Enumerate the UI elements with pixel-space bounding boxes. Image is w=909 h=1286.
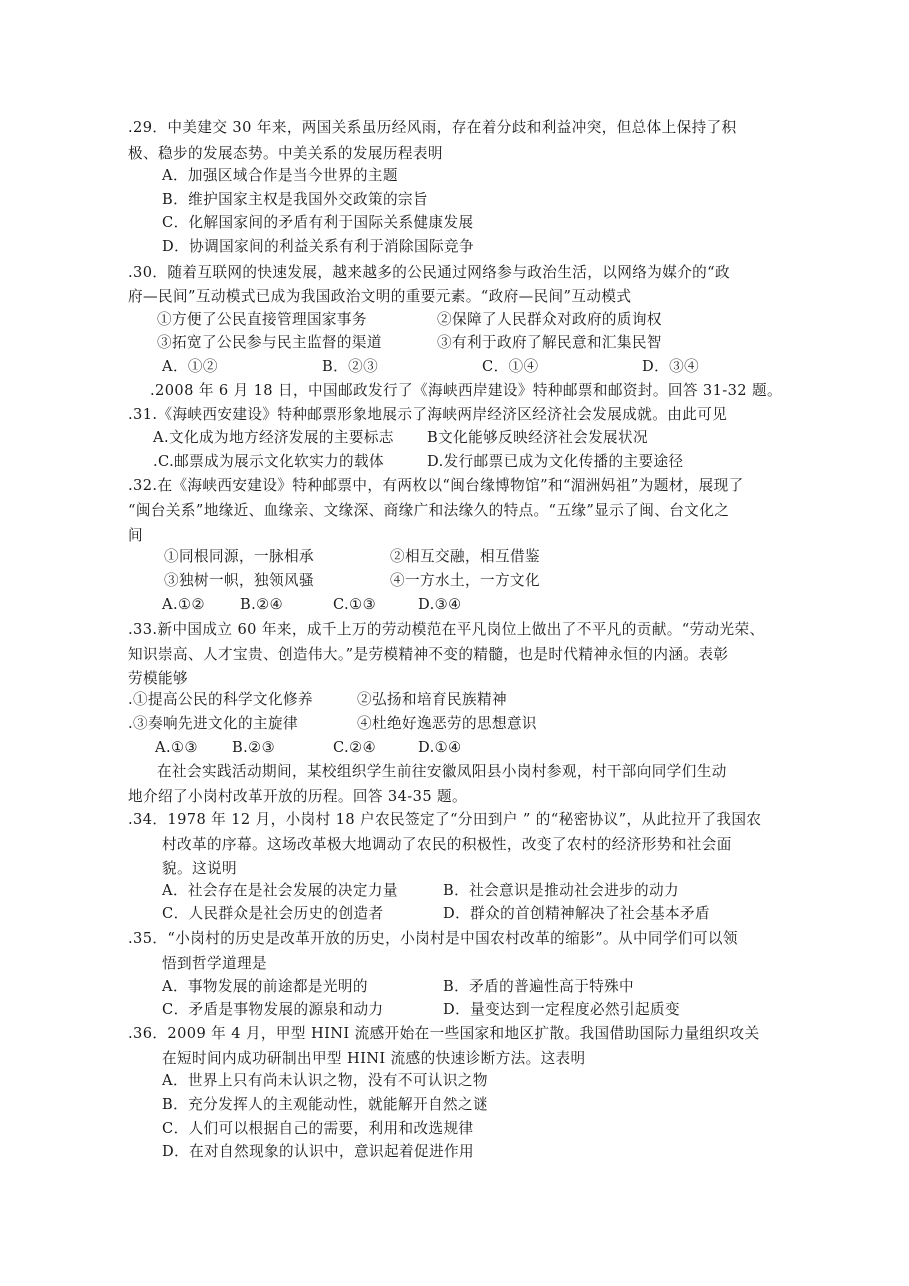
- q32-item-1: ①同根同源，一脉相承: [164, 548, 314, 565]
- intro-34-35-line-2: 地介绍了小岗村改革开放的历程。回答 34-35 题。: [128, 788, 468, 805]
- q29-option-d: D．协调国家间的利益关系有利于消除国际竞争: [162, 238, 474, 255]
- q32-stem-line-1: .32.在《海峡西安建设》特种邮票中，有两枚以“闽台缘博物馆”和“湄洲妈祖”为题材，展现了: [128, 477, 744, 494]
- q33-option-a: A.①③: [155, 739, 198, 756]
- intro-34-35-line-1: 在社会实践活动期间，某校组织学生前往安徽凤阳县小岗村参观，村干部向同学们生动: [157, 763, 727, 780]
- q30-item-2: ②保障了人民群众对政府的质询权: [437, 311, 662, 328]
- q33-stem-line-3: 劳模能够: [128, 670, 188, 687]
- q36-option-c: C．人们可以根据自己的需要，利用和改选规律: [162, 1120, 474, 1137]
- q35-option-a: A．事物发展的前途都是光明的: [162, 978, 368, 995]
- q34-stem-line-2: 村改革的序幕。这场改革极大地调动了农民的积极性，改变了农村的经济形势和社会面: [162, 836, 732, 853]
- q30-item-1: ①方便了公民直接管理国家事务: [157, 311, 367, 328]
- q33-option-c: C.②④: [333, 739, 377, 756]
- q35-option-b: B．矛盾的普遍性高于特殊中: [443, 978, 635, 995]
- q34-option-a: A．社会存在是社会发展的决定力量: [162, 882, 398, 899]
- q31-option-d: D.发行邮票已成为文化传播的主要途径: [427, 453, 684, 470]
- q30-stem-line-2: 府—民间”互动模式已成为我国政治文明的重要元素。“政府—民间”互动模式: [128, 288, 632, 305]
- q36-option-b: B．充分发挥人的主观能动性，就能解开自然之谜: [162, 1096, 488, 1113]
- q30-stem-line-1: .30．随着互联网的快速发展，越来越多的公民通过网络参与政治生活，以网络为媒介的“政: [128, 264, 731, 281]
- q33-stem-line-1: .33.新中国成立 60 年来，成千上万的劳动模范在平凡岗位上做出了不平凡的贡献。“劳动光荣、: [128, 621, 765, 638]
- q32-option-d: D.③④: [418, 596, 462, 613]
- q34-option-d: D．群众的首创精神解决了社会基本矛盾: [443, 905, 710, 922]
- q30-option-a: A．①②: [162, 358, 218, 375]
- q29-stem-line-2: 极、稳步的发展态势。中美关系的发展历程表明: [128, 145, 443, 162]
- q36-stem-line-2: 在短时间内成功研制出甲型 HINI 流感的快速诊断方法。这表明: [162, 1050, 586, 1067]
- q34-stem-line-3: 貌。这说明: [162, 860, 237, 877]
- q35-stem-line-1: .35．“小岗村的历史是改革开放的历史，小岗村是中国农村改革的缩影”。从中同学们可以领: [128, 930, 738, 947]
- q35-option-d: D．量变达到一定程度必然引起质变: [443, 1001, 681, 1018]
- q34-option-b: B．社会意识是推动社会进步的动力: [443, 882, 680, 899]
- q31-option-c: .C.邮票成为展示文化软实力的载体: [153, 453, 385, 470]
- q33-item-1: .①提高公民的科学文化修养: [128, 691, 313, 708]
- q36-option-d: D．在对自然现象的认识中，意识起着促进作用: [162, 1143, 474, 1160]
- q31-option-a: A.文化成为地方经济发展的主要标志: [153, 429, 394, 446]
- q33-item-2: ②弘扬和培育民族精神: [357, 691, 507, 708]
- q32-stem-line-2: “闽台关系”地缘近、血缘亲、文缘深、商缘广和法缘久的特点。“五缘”显示了闽、台文化之: [128, 502, 730, 519]
- q32-item-2: ②相互交融，相互借鉴: [390, 548, 540, 565]
- q31-option-b: B文化能够反映经济社会发展状况: [427, 429, 649, 446]
- q29-option-a: A．加强区域合作是当今世界的主题: [162, 167, 398, 184]
- q34-option-c: C．人民群众是社会历史的创造者: [162, 905, 384, 922]
- q32-option-a: A.①②: [162, 596, 205, 613]
- intro-31-32: .2008 年 6 月 18 日，中国邮政发行了《海峡西岸建设》特种邮票和邮资封。回答 31-32 题。: [150, 382, 782, 399]
- q32-stem-line-3: 间: [128, 527, 143, 544]
- q32-option-b: B.②④: [240, 596, 284, 613]
- q33-item-4: ④杜绝好逸恶劳的思想意识: [357, 715, 537, 732]
- q33-stem-line-2: 知识崇高、人才宝贵、创造伟大。”是劳模精神不变的精髓，也是时代精神永恒的内涵。表彰: [128, 646, 729, 663]
- q34-stem-line-1: .34．1978 年 12 月，小岗村 18 户农民签定了“分田到户 ” 的“秘密协议”，从此拉开了我国农: [128, 811, 762, 828]
- q29-stem-line-1: .29．中美建交 30 年来，两国关系虽历经风雨，存在着分歧和利益冲突，但总体上保持了积: [128, 119, 737, 136]
- q33-option-d: D.①④: [418, 739, 462, 756]
- q29-option-c: C．化解国家间的矛盾有利于国际关系健康发展: [162, 214, 474, 231]
- q32-option-c: C.①③: [333, 596, 377, 613]
- q30-option-c: C．①④: [482, 358, 539, 375]
- q30-option-b: B．②③: [322, 358, 379, 375]
- q30-item-4: ③有利于政府了解民意和汇集民智: [437, 334, 662, 351]
- q32-item-4: ④一方水土，一方文化: [390, 572, 540, 589]
- q36-option-a: A．世界上只有尚未认识之物，没有不可认识之物: [162, 1072, 488, 1089]
- q33-option-b: B.②③: [232, 739, 276, 756]
- q32-item-3: ③独树一帜，独领风骚: [164, 572, 314, 589]
- q30-option-d: D．③④: [642, 358, 700, 375]
- q35-stem-line-2: 悟到哲学道理是: [162, 955, 267, 972]
- q29-option-b: B．维护国家主权是我国外交政策的宗旨: [162, 191, 429, 208]
- q31-stem: .31.《海峡西安建设》特种邮票形象地展示了海峡两岸经济区经济社会发展成就。由此可见: [128, 406, 728, 423]
- q36-stem-line-1: .36．2009 年 4 月，甲型 HINI 流感开始在一些国家和地区扩散。我国借助国际力量组织攻关: [128, 1025, 760, 1042]
- q35-option-c: C．矛盾是事物发展的源泉和动力: [162, 1001, 384, 1018]
- q30-item-3: ③拓宽了公民参与民主监督的渠道: [157, 334, 382, 351]
- q33-item-3: .③奏响先进文化的主旋律: [128, 715, 298, 732]
